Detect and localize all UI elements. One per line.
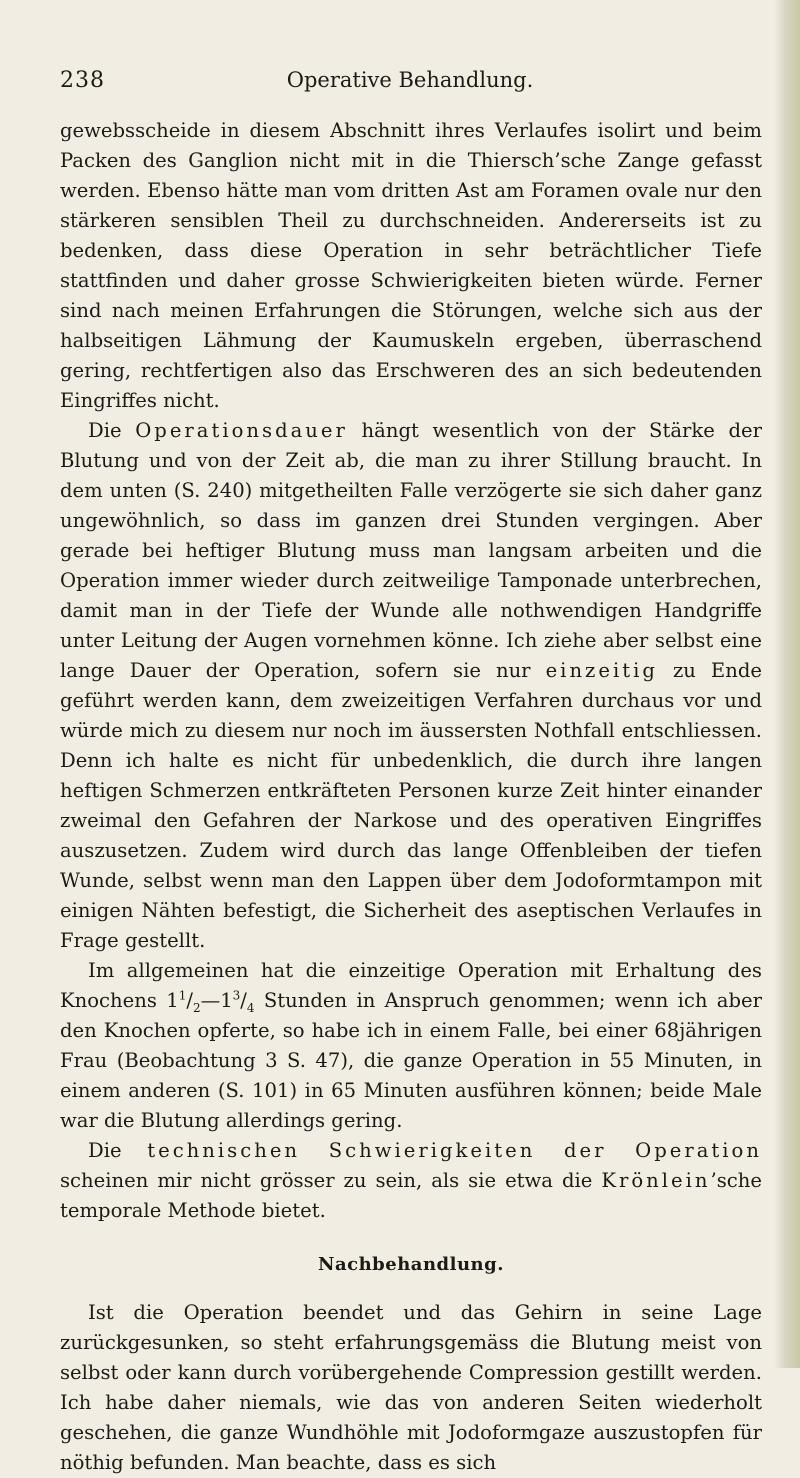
paragraph-4-text-a: scheinen mir nicht grösser zu sein, als sie etwa die	[60, 1169, 602, 1192]
paragraph-5-text: Ist die Operation beendet und das Gehirn in seine Lage zurückgesunken, so steht erfahrungsgemäss die Blutung meist von selbst oder kann durch vorübergehende Compression gestillt werden. Ich habe daher niemals, wie das von anderen Seiten wiederholt geschehen, die ganze Wundhöhle mit Jodoformgaze auszustopfen für nöthig befunden. Man beachte, dass es sich	[60, 1301, 762, 1474]
paragraph-3-text-a: Im allgemeinen hat die einzeitige Operation mit Erhaltung des Knochens 1	[60, 959, 762, 1012]
paragraph-4	[60, 1136, 762, 1226]
paragraph-2-emphasis: Operationsdauer	[135, 419, 348, 442]
paragraph-3	[60, 956, 762, 1136]
paragraph-2-lead: Die	[88, 419, 136, 442]
section-heading: Nachbehandlung.	[318, 1254, 504, 1275]
paragraph-1	[60, 116, 762, 416]
paragraph-4-emphasis-2: Krönlein	[601, 1169, 711, 1192]
body-text	[60, 116, 762, 1478]
paragraph-4-text-b: ’sche temporale Methode bietet.	[60, 1169, 762, 1222]
fraction-1-denominator: 2	[192, 1000, 201, 1015]
fraction-1-numerator: 1	[178, 988, 187, 1003]
paragraph-2-text-a: hängt wesentlich von der Stärke der Blutung und von der Zeit ab, die man zu ihrer Stillung braucht. In dem unten (S. 240) mitgetheilten Falle verzögerte sie sich daher ganz ungewöhnlich, so dass im ganzen drei Stunden vergingen. Aber gerade bei heftiger Blutung muss man langsam arbeiten und die Operation immer wieder durch zeitweilige Tamponade unterbrechen, damit man in der Tiefe der Wunde alle nothwendigen Handgriffe unter Leitung der Augen vornehmen könne. Ich ziehe aber selbst eine lange Dauer der Operation, sofern sie nur	[60, 419, 762, 682]
paragraph-2-text-b: zu Ende geführt werden kann, dem zweizeitigen Verfahren durchaus vor und würde mich zu diesem nur noch im äussersten Nothfall entschliessen. Denn ich halte es nicht für unbedenklich, die durch ihre langen heftigen Schmerzen entkräfteten Personen kurze Zeit hinter einander zweimal den Gefahren der Narkose und des operativen Eingriffes auszusetzen. Zudem wird durch das lange Offenbleiben der tiefen Wunde, selbst wenn man den Lappen über dem Jodoformtampon mit einigen Nähten befestigt, die Sicherheit des aseptischen Verlaufes in Frage gestellt.	[60, 659, 762, 952]
page-edge-shadow	[774, 0, 800, 1368]
paragraph-2-emphasis-2: einzeitig	[545, 659, 658, 682]
page-header	[60, 68, 760, 102]
fraction-2-denominator: 4	[246, 1000, 255, 1015]
paragraph-3-text-c: Stunden in Anspruch genommen; wenn ich aber den Knochen opferte, so habe ich in einem Falle, bei einer 68jährigen Frau (Beobachtung 3 S. 47), die ganze Operation in 55 Minuten, in einem anderen (S. 101) in 65 Minuten ausführen können; beide Male war die Blutung allerdings gering.	[60, 989, 762, 1132]
paragraph-2	[60, 416, 762, 956]
paragraph-3-text-b: —1	[200, 989, 233, 1012]
paragraph-4-lead: Die	[88, 1139, 148, 1162]
fraction-2-numerator: 3	[232, 988, 241, 1003]
paragraph-4-emphasis: technischen Schwierigkeiten der Operation	[147, 1139, 762, 1162]
fraction-2-slash: /	[240, 989, 247, 1012]
paragraph-5	[60, 1298, 762, 1478]
page-number: 238	[60, 68, 105, 93]
fraction-1-slash: /	[186, 989, 193, 1012]
running-title: Operative Behandlung.	[286, 68, 534, 92]
paragraph-1-text: gewebsscheide in diesem Abschnitt ihres Verlaufes isolirt und beim Packen des Ganglion nicht mit in die Thiersch’sche Zange gefasst werden. Ebenso hätte man vom dritten Ast am Foramen ovale nur den stärkeren sensiblen Theil zu durchschneiden. Andererseits ist zu bedenken, dass diese Operation in sehr beträchtlicher Tiefe stattfinden und daher grosse Schwierigkeiten bieten würde. Ferner sind nach meinen Erfahrungen die Störungen, welche sich aus der halbseitigen Lähmung der Kaumuskeln ergeben, überraschend gering, rechtfertigen also das Erschweren des an sich bedeutenden Eingriffes nicht.	[60, 119, 762, 412]
